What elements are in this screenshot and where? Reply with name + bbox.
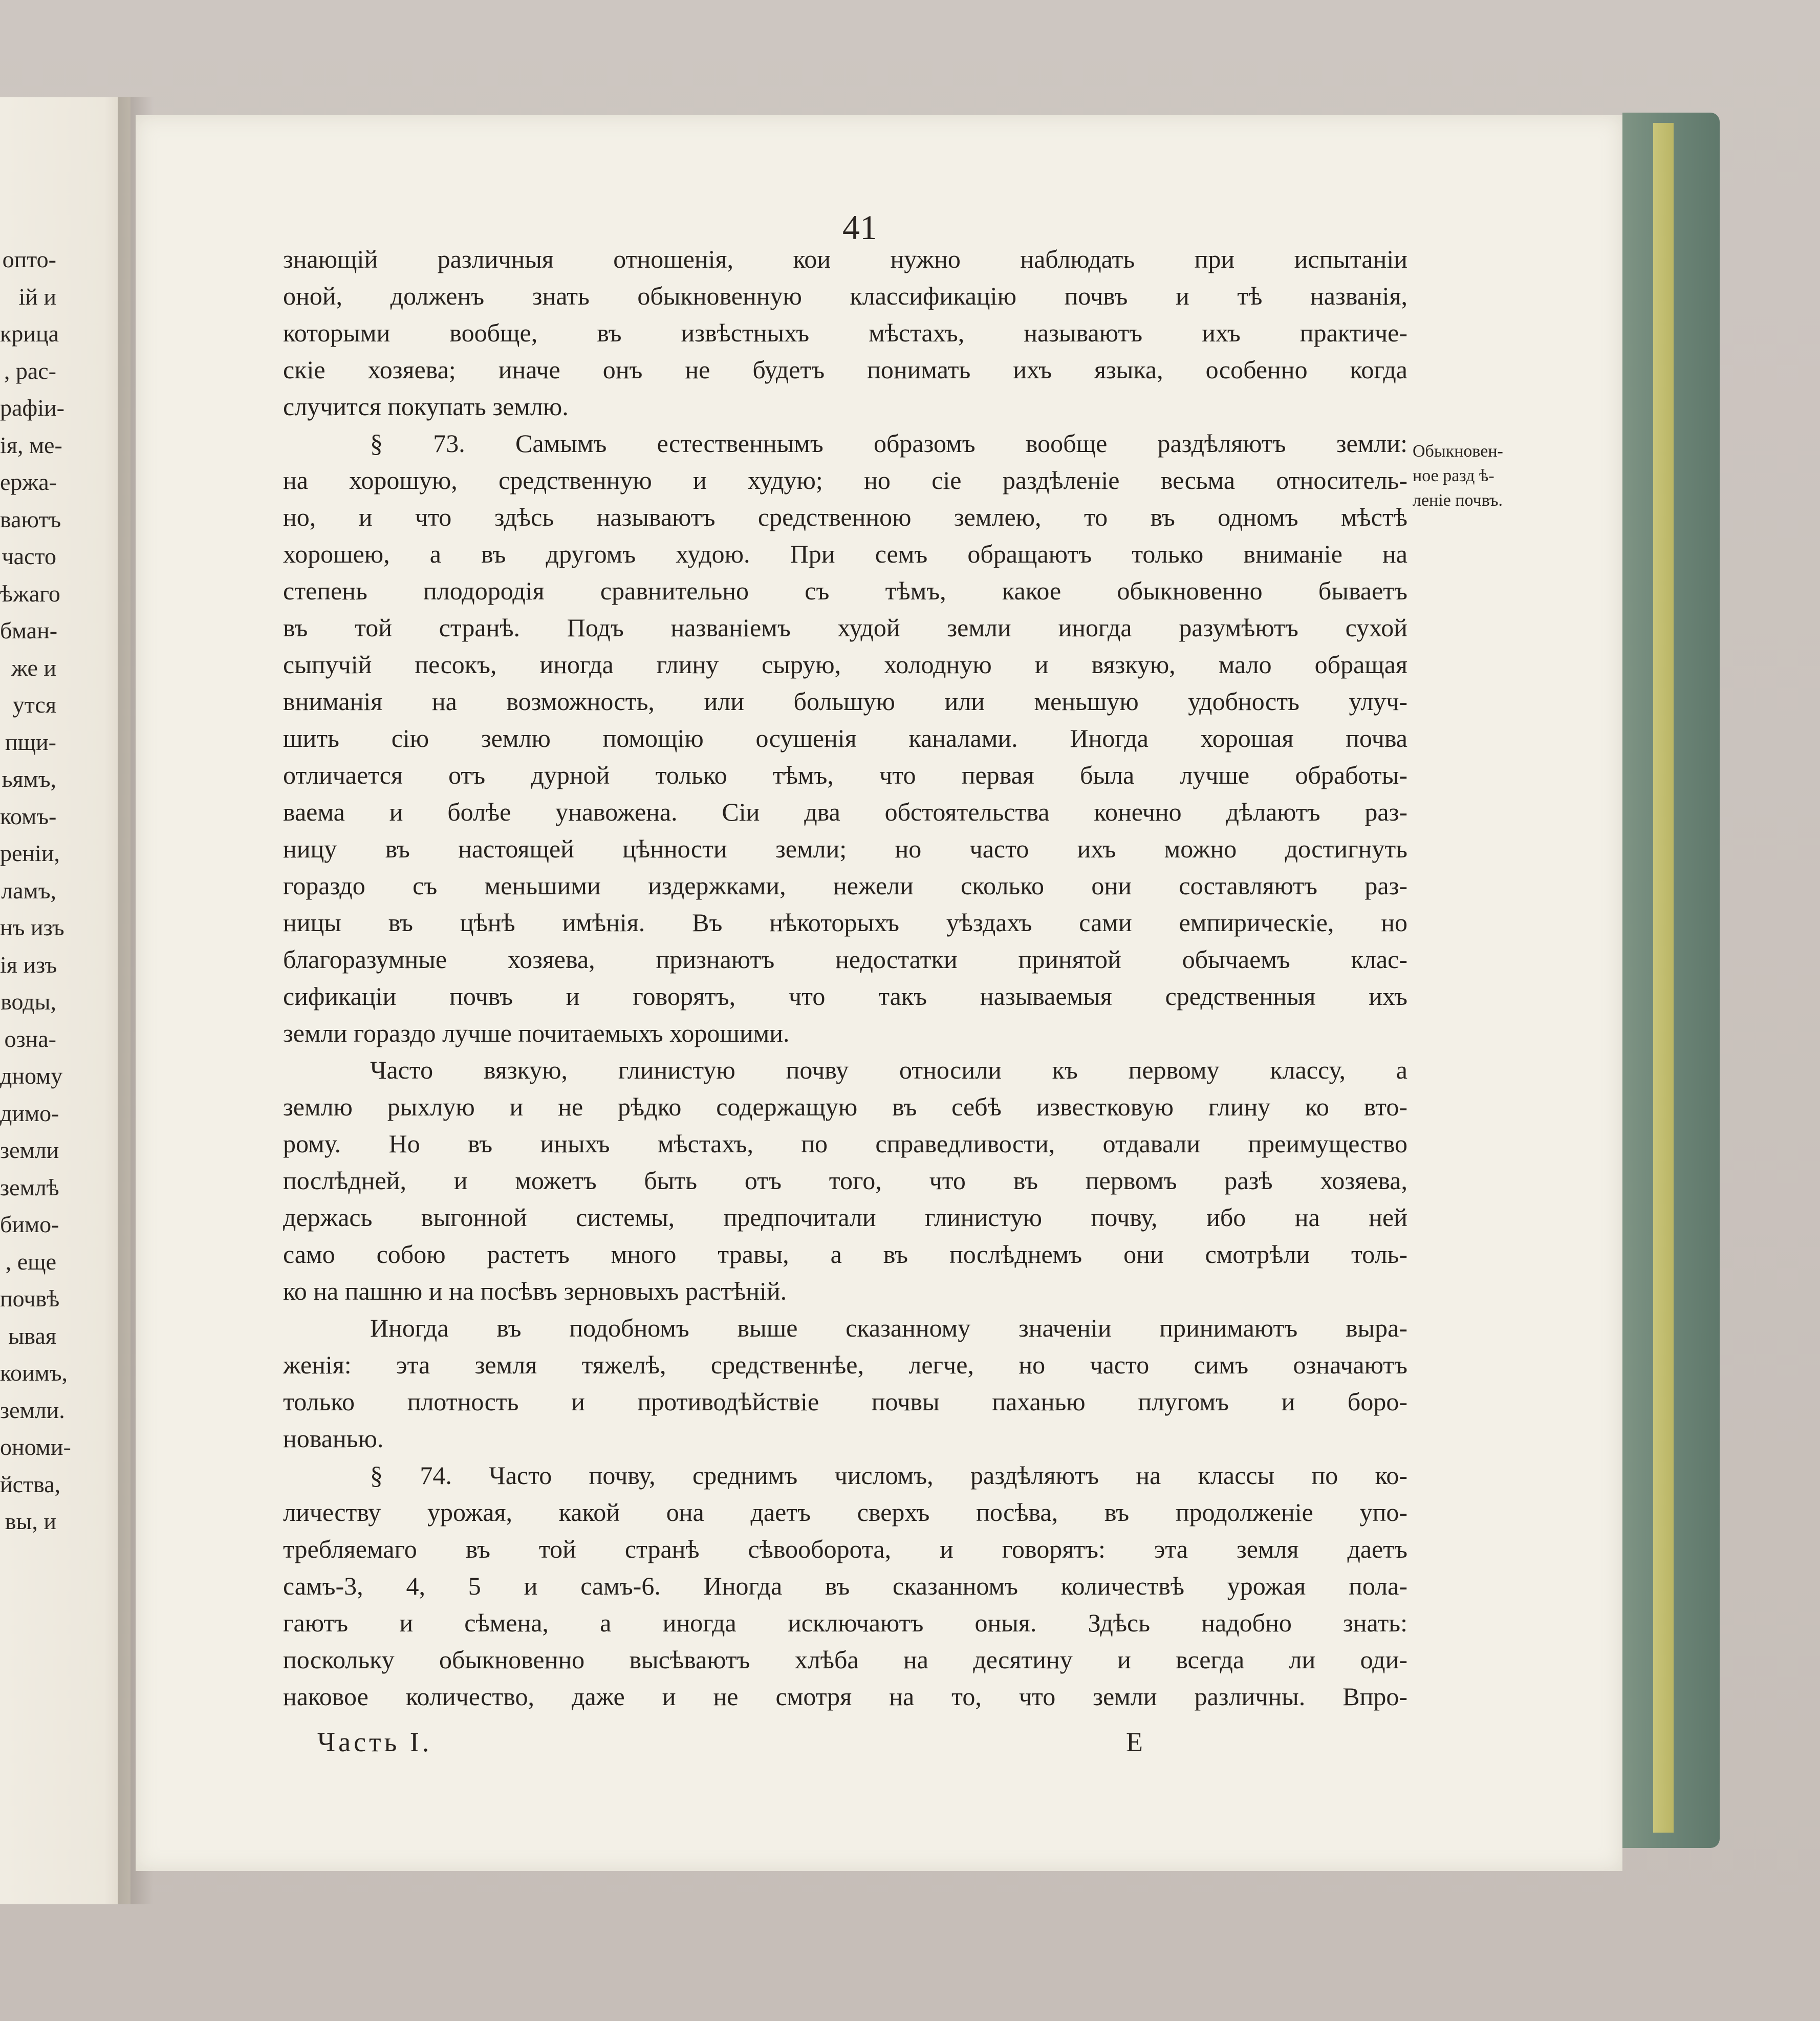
facing-page-fragment: , рас-: [4, 357, 56, 384]
text-line: держась выгонной системы, предпочитали глинистую почву, ибо на ней: [283, 1203, 1407, 1232]
text-line: гораздо съ меньшими издержками, нежели сколько они составляютъ раз-: [283, 871, 1407, 900]
text-line: только плотность и противодѣйствіе почвы паханью плугомъ и боро-: [283, 1387, 1407, 1416]
facing-page-fragment: димо-: [0, 1100, 59, 1126]
facing-page-fragment: земли: [0, 1137, 59, 1163]
body-text: [283, 241, 1407, 1715]
text-line: вниманія на возможность, или большую или меньшую удобность улуч-: [283, 687, 1407, 716]
text-line: Часто вязкую, глинистую почву относили къ первому классу, а: [370, 1056, 1407, 1084]
facing-page-fragment: бимо-: [0, 1211, 59, 1237]
text-line: въ той странѣ. Подъ названіемъ худой земли иногда разумѣютъ сухой: [283, 613, 1407, 642]
text-line: ваема и болѣе унавожена. Сіи два обстоятельства конечно дѣлаютъ раз-: [283, 798, 1407, 826]
facing-page-fragment: крица: [0, 320, 59, 347]
facing-page-fragment: дному: [0, 1063, 63, 1089]
text-line: наковое количество, даже и не смотря на то, что земли различны. Впро-: [283, 1682, 1407, 1711]
facing-page-fragment: опто-: [2, 246, 56, 272]
text-line: само собою растетъ много травы, а въ послѣднемъ они смотрѣли толь-: [283, 1240, 1407, 1268]
facing-page-fragment: воды,: [1, 988, 56, 1015]
text-line: скіе хозяева; иначе онъ не будетъ понимать ихъ языка, особенно когда: [283, 355, 1407, 384]
text-line: но, и что здѣсь называютъ средственною землею, то въ одномъ мѣстѣ: [283, 503, 1407, 531]
facing-page-fragment: ывая: [8, 1322, 56, 1349]
text-line: землю рыхлую и не рѣдко содержащую въ себѣ известковую глину ко вто-: [283, 1092, 1407, 1121]
text-line: оной, долженъ знать обыкновенную классификацію почвъ и тѣ названія,: [283, 282, 1407, 310]
page-number: 41: [842, 208, 877, 247]
text-line: шить сію землю помощію осушенія каналами. Иногда хорошая почва: [283, 724, 1407, 752]
signature-mark: Часть I.: [317, 1727, 432, 1757]
text-line: ницы въ цѣнѣ имѣнія. Въ нѣкоторыхъ уѣздахъ сами емпирическіе, но: [283, 908, 1407, 937]
facing-page-fragment: ѣжаго: [0, 580, 60, 607]
facing-page-fragment: почвѣ: [0, 1285, 60, 1312]
facing-page-fragment: ія изъ: [0, 951, 57, 978]
facing-page-fragment: ламъ,: [1, 877, 56, 904]
text-line: на хорошую, средственную и худую; но сіе раздѣленіе весьма относитель-: [283, 466, 1407, 494]
facing-page-fragment: , еще: [5, 1248, 56, 1275]
page-edges: [1653, 123, 1674, 1833]
facing-page-fragment: часто: [2, 543, 56, 569]
margin-note: [1413, 439, 1546, 513]
text-line: § 74. Часто почву, среднимъ числомъ, раздѣляютъ на классы по ко-: [370, 1461, 1407, 1490]
facing-page-fragment: нъ изъ: [0, 914, 64, 940]
text-line: которыми вообще, въ извѣстныхъ мѣстахъ, называютъ ихъ практиче-: [283, 318, 1407, 347]
facing-page-fragment: комъ-: [0, 803, 57, 829]
facing-page-fragment: бман-: [0, 617, 58, 643]
facing-page-fragment: ваютъ: [0, 506, 61, 532]
text-line: рому. Но въ иныхъ мѣстахъ, по справедливости, отдавали преимущество: [283, 1129, 1407, 1158]
text-line: самъ-3, 4, 5 и самъ-6. Иногда въ сказанномъ количествѣ урожая пола-: [283, 1572, 1407, 1600]
text-line: ницу въ настоящей цѣнности земли; но часто ихъ можно достигнуть: [283, 834, 1407, 863]
text-line: поскольку обыкновенно высѣваютъ хлѣба на десятину и всегда ли оди-: [283, 1645, 1407, 1674]
text-line: Иногда въ подобномъ выше сказанному значеніи принимаютъ выра-: [370, 1314, 1407, 1342]
text-line: хорошею, а въ другомъ худою. При семъ обращаютъ только вниманіе на: [283, 540, 1407, 568]
text-line: женія: эта земля тяжелѣ, средственнѣе, легче, но часто симъ означаютъ: [283, 1350, 1407, 1379]
text-line: гаютъ и сѣмена, а иногда исключаютъ оныя. Здѣсь надобно знать:: [283, 1608, 1407, 1637]
margin-note-line: Обыкновен-: [1413, 442, 1503, 461]
facing-page-fragment: ержа-: [0, 469, 57, 495]
text-line: благоразумные хозяева, признаютъ недостатки принятой обычаемъ клас-: [283, 945, 1407, 974]
facing-page-fragment: утся: [12, 692, 56, 718]
facing-page-fragment: озна-: [4, 1025, 56, 1052]
text-line: личеству урожая, какой она даетъ сверхъ посѣва, въ продолженіе упо-: [283, 1498, 1407, 1526]
facing-page-fragment: ономи-: [0, 1434, 71, 1460]
margin-note-line: ное разд ѣ-: [1413, 466, 1494, 485]
text-line: степень плодородія сравнительно съ тѣмъ, какое обыкновенно бываетъ: [283, 576, 1407, 605]
text-line: ко на пашню и на посѣвъ зерновыхъ растѣній.: [283, 1277, 787, 1305]
facing-page-fragment: рафіи-: [0, 395, 64, 421]
facing-page-fragment: земли.: [0, 1396, 65, 1423]
facing-page-left: [0, 97, 131, 1904]
text-line: сыпучій песокъ, иногда глину сырую, холодную и вязкую, мало обращая: [283, 650, 1407, 679]
facing-page-fragment: ьямъ,: [2, 766, 56, 792]
facing-page-fragment: пщи-: [5, 728, 56, 755]
text-line: § 73. Самымъ естественнымъ образомъ вообще раздѣляютъ земли:: [370, 429, 1407, 458]
text-line: случится покупать землю.: [283, 392, 569, 421]
gathering-letter: Е: [1126, 1727, 1143, 1757]
text-line: отличается отъ дурной только тѣмъ, что первая была лучше обработы-: [283, 761, 1407, 789]
facing-page-fragment: йства,: [0, 1471, 61, 1497]
facing-page-fragment: землѣ: [0, 1174, 59, 1200]
text-line: нованью.: [283, 1424, 384, 1453]
text-line: сификаціи почвъ и говорятъ, что такъ называемыя средственныя ихъ: [283, 982, 1407, 1010]
text-line: послѣдней, и можетъ быть отъ того, что въ первомъ разѣ хозяева,: [283, 1166, 1407, 1195]
margin-note-line: леніе почвъ.: [1413, 491, 1503, 510]
text-line: земли гораздо лучше почитаемыхъ хорошими.: [283, 1019, 790, 1047]
facing-page-fragment: вы, и: [5, 1508, 56, 1534]
facing-page-fragment: реніи,: [0, 840, 60, 866]
facing-page-fragment: ія, ме-: [0, 432, 62, 458]
text-line: требляемаго въ той странѣ сѣвооборота, и говорятъ: эта земля даетъ: [283, 1535, 1407, 1563]
text-line: знающій различныя отношенія, кои нужно наблюдать при испытаніи: [283, 245, 1407, 273]
facing-page-fragment: коимъ,: [0, 1360, 68, 1386]
facing-page-fragment: же и: [11, 654, 56, 681]
facing-page-fragment: ій и: [18, 283, 56, 310]
